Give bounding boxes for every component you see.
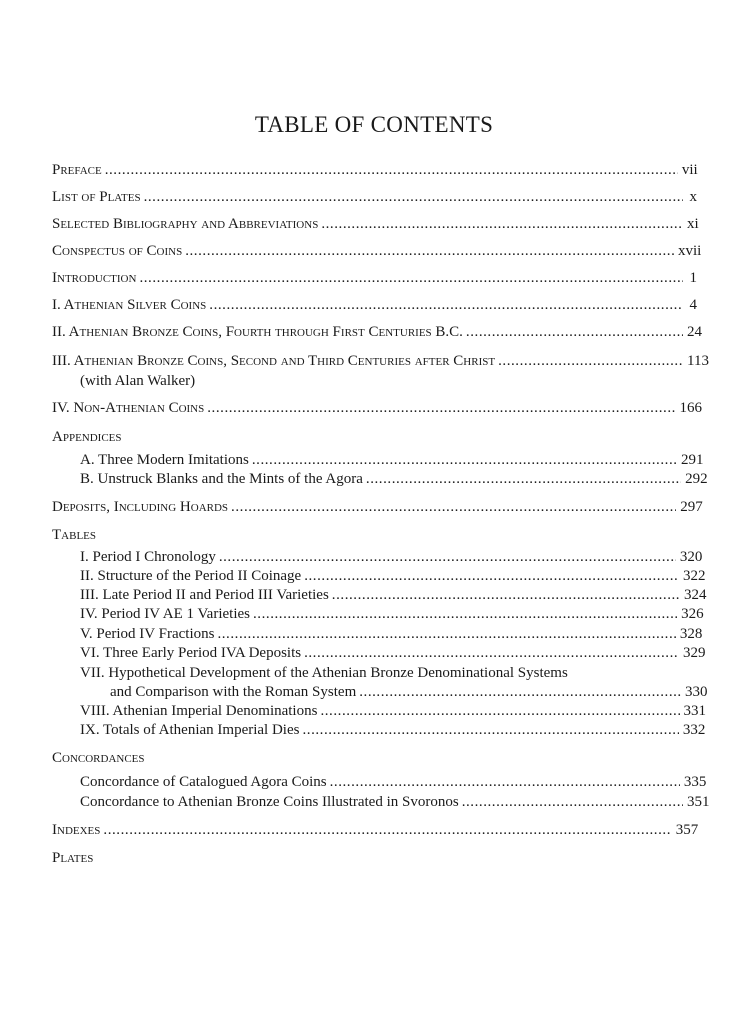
section-heading-concordances: Concordances [52, 750, 145, 766]
dot-leader [217, 624, 675, 644]
dot-leader [462, 792, 683, 812]
toc-entry-page: xi [687, 216, 699, 232]
toc-entry-label: VIII. Athenian Imperial Denominations [80, 703, 318, 719]
toc-entry-label: IV. Period IV AE 1 Varieties [80, 606, 250, 622]
toc-entry-label: Concordance to Athenian Bronze Coins Illustrated in Svoronos [80, 794, 459, 810]
toc-entry-list-of-plates[interactable] [52, 187, 697, 207]
dot-leader [209, 295, 683, 315]
section-heading-appendices: Appendices [52, 429, 122, 445]
toc-entry-label: III. Late Period II and Period III Varieties [80, 587, 329, 603]
toc-entry-page: 322 [682, 568, 706, 584]
dot-leader [330, 772, 680, 792]
dot-leader [498, 351, 683, 371]
toc-entry-page: 320 [679, 549, 703, 565]
dot-leader [185, 241, 674, 261]
toc-entry-silver-coins[interactable] [52, 295, 697, 315]
toc-entry-label: and Comparison with the Roman System [110, 684, 357, 700]
section-heading-tables: Tables [52, 527, 96, 543]
dot-leader [466, 322, 683, 342]
toc-entry-subtitle: (with Alan Walker) [80, 373, 196, 389]
dot-leader [105, 160, 678, 180]
toc-entry-deposits[interactable] [52, 497, 703, 517]
dot-leader [332, 585, 680, 605]
toc-entry-table-3[interactable] [80, 585, 707, 605]
toc-entry-table-1[interactable] [80, 547, 703, 567]
toc-entry-page: 297 [680, 499, 703, 515]
toc-entry-label: IV. Non-Athenian Coins [52, 400, 205, 416]
toc-entry-page: 357 [675, 822, 699, 838]
toc-entry-table-2[interactable] [80, 566, 706, 586]
toc-entry-page: 324 [683, 587, 707, 603]
toc-entry-concordance-agora[interactable] [80, 772, 707, 792]
toc-entry-table-5[interactable] [80, 624, 703, 644]
toc-entry-table-9[interactable] [80, 720, 706, 740]
dot-leader [231, 497, 676, 517]
toc-entry-label: I. Athenian Silver Coins [52, 297, 207, 313]
toc-entry-page: 291 [681, 452, 704, 468]
dot-leader [139, 268, 683, 288]
toc-entry-label: VI. Three Early Period IVA Deposits [80, 645, 302, 661]
toc-entry-label: Indexes [52, 822, 101, 838]
toc-entry-page: 328 [679, 626, 703, 642]
toc-entry-label: Preface [52, 162, 102, 178]
toc-entry-page: 113 [687, 353, 709, 369]
toc-entry-introduction[interactable] [52, 268, 697, 288]
toc-entry-page: xvii [677, 243, 702, 259]
toc-entry-label: List of Plates [52, 189, 141, 205]
toc-entry-table-8[interactable] [80, 701, 707, 721]
toc-entry-page: 4 [689, 297, 697, 313]
toc-entry-page: 330 [684, 684, 708, 700]
dot-leader [321, 214, 683, 234]
toc-entry-bibliography[interactable] [52, 214, 697, 234]
toc-entry-page: 332 [682, 722, 706, 738]
toc-entry-conspectus[interactable] [52, 241, 702, 261]
toc-entry-page: 292 [685, 471, 708, 487]
toc-entry-page: 331 [683, 703, 707, 719]
toc-entry-page: 1 [689, 270, 697, 286]
dot-leader [144, 187, 683, 207]
toc-entry-table-7[interactable] [110, 682, 708, 702]
toc-entry-table-4[interactable] [80, 604, 704, 624]
toc-entry-preface[interactable] [52, 160, 697, 180]
toc-entry-non-athenian[interactable] [52, 398, 702, 418]
toc-entry-bronze-bc[interactable] [52, 322, 702, 342]
toc-entry-page: 326 [681, 606, 704, 622]
toc-entry-page: 24 [687, 324, 702, 340]
toc-entry-page: 351 [687, 794, 710, 810]
toc-entry-label: II. Structure of the Period II Coinage [80, 568, 302, 584]
toc-entry-indexes[interactable] [52, 820, 697, 840]
toc-entry-label: Conspectus of Coins [52, 243, 183, 259]
toc-entry-label: Concordance of Catalogued Agora Coins [80, 774, 327, 790]
dot-leader [304, 566, 679, 586]
dot-leader [304, 643, 679, 663]
dot-leader [219, 547, 676, 567]
toc-entry-page: vii [681, 162, 698, 178]
toc-entry-label: II. Athenian Bronze Coins, Fourth through First Centuries B.C. [52, 324, 463, 340]
toc-entry-plates[interactable]: Plates [52, 850, 94, 866]
toc-entry-label: IX. Totals of Athenian Imperial Dies [80, 722, 300, 738]
dot-leader [207, 398, 675, 418]
toc-entry-label: A. Three Modern Imitations [80, 452, 249, 468]
toc-entry-page: x [689, 189, 697, 205]
toc-entry-label: Deposits, Including Hoards [52, 499, 229, 515]
toc-entry-page: 166 [679, 400, 702, 416]
dot-leader [252, 450, 677, 470]
toc-entry-appendix-b[interactable] [80, 469, 708, 489]
dot-leader [302, 720, 678, 740]
dot-leader [366, 469, 681, 489]
toc-entry-label: V. Period IV Fractions [80, 626, 215, 642]
toc-entry-table-7-line1[interactable]: VII. Hypothetical Development of the Athenian Bronze Denominational Systems [80, 665, 568, 681]
toc-entry-page: 335 [683, 774, 707, 790]
dot-leader [320, 701, 679, 721]
toc-entry-appendix-a[interactable] [80, 450, 704, 470]
toc-entry-label: Introduction [52, 270, 137, 286]
toc-entry-label: III. Athenian Bronze Coins, Second and Third Centuries after Christ [52, 353, 496, 369]
page-title: TABLE OF CONTENTS [254, 112, 494, 137]
dot-leader [103, 820, 671, 840]
toc-entry-concordance-svoronos[interactable] [80, 792, 710, 812]
toc-entry-label: Selected Bibliography and Abbreviations [52, 216, 319, 232]
toc-entry-table-6[interactable] [80, 643, 706, 663]
toc-entry-label: I. Period I Chronology [80, 549, 216, 565]
toc-entry-label: B. Unstruck Blanks and the Mints of the Agora [80, 471, 363, 487]
toc-entry-bronze-ad[interactable] [52, 351, 709, 371]
dot-leader [359, 682, 681, 702]
dot-leader [253, 604, 677, 624]
toc-entry-page: 329 [682, 645, 706, 661]
